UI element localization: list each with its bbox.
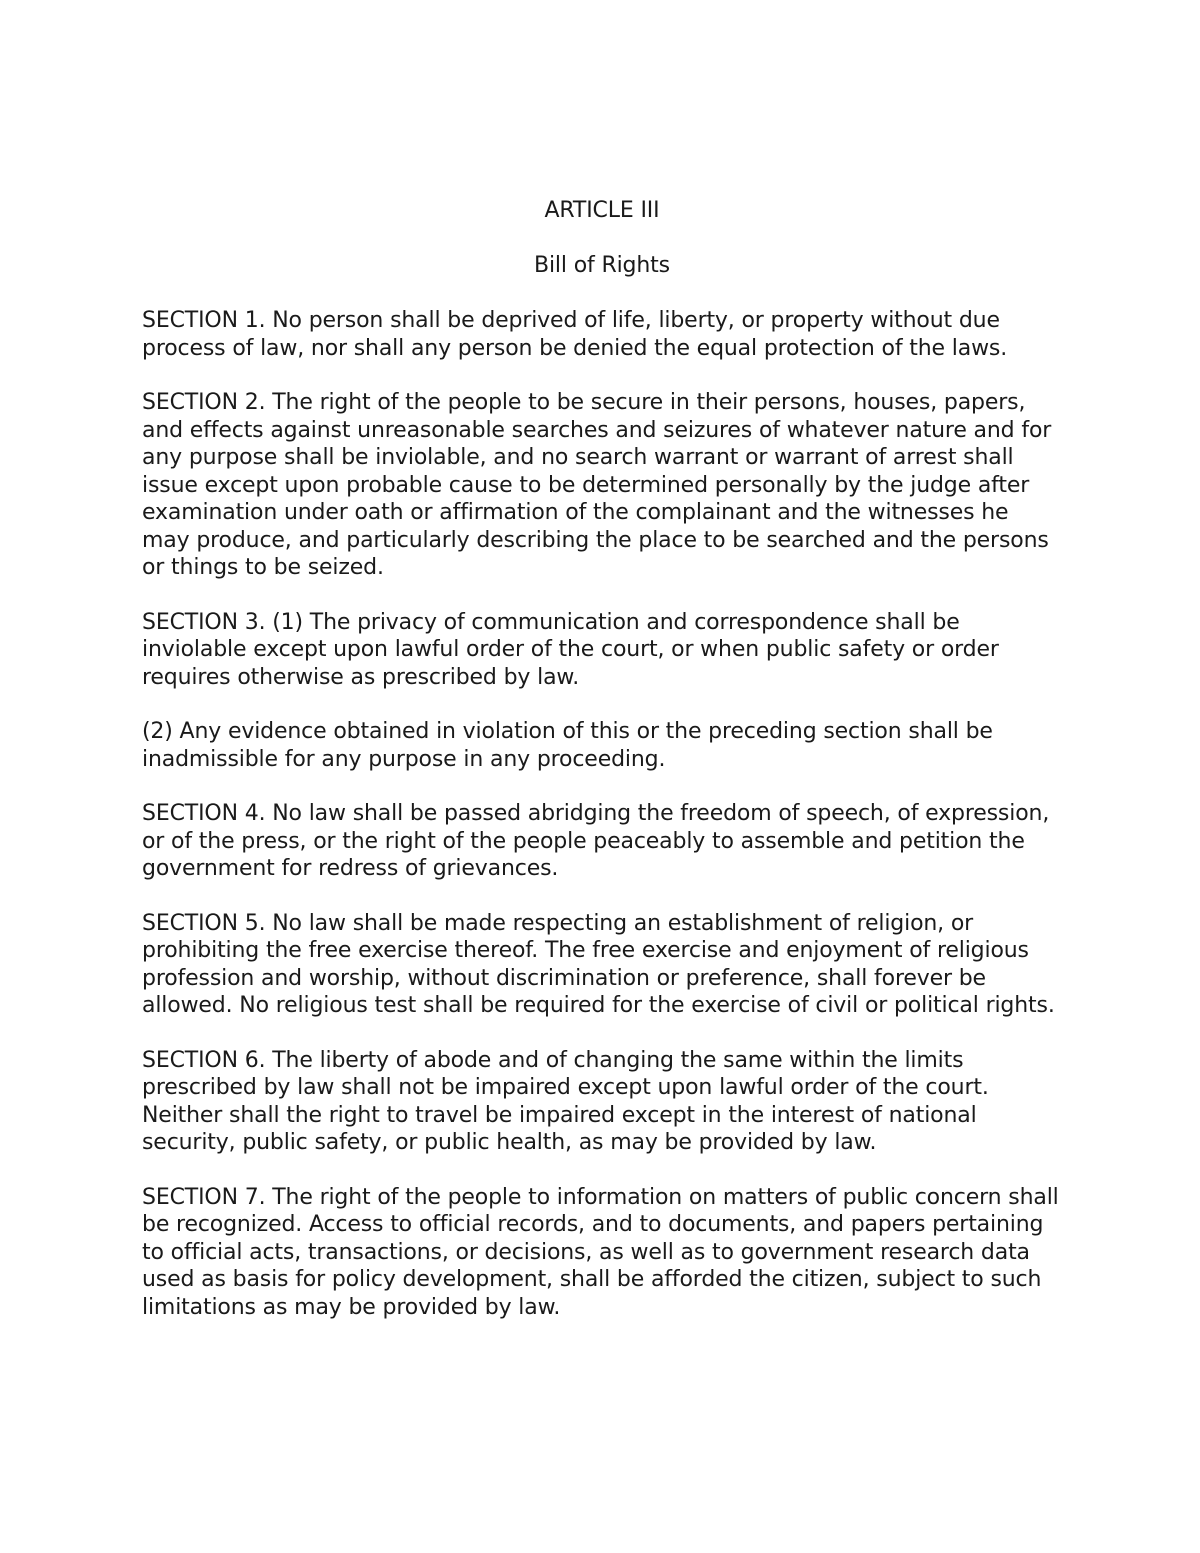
section-1: SECTION 1. No person shall be deprived of life, liberty, or property without due process of law, nor shall any person be denied the equal protection of the laws. [142, 308, 1008, 361]
section-6: SECTION 6. The liberty of abode and of changing the same within the limits prescribed by law shall not be impaired except upon lawful order of the court. Neither shall the right to travel be impaired except in the interest of national security, public safety, or public health, as may be provided by law. [142, 1047, 989, 1155]
section-5: SECTION 5. No law shall be made respecting an establishment of religion, or prohibiting the free exercise thereof. The free exercise and enjoyment of religious profession and worship, without discrimination or preference, shall forever be allowed. No religious test shall be required for the exercise of civil or political rights. [142, 910, 1055, 1018]
section-4: SECTION 4. No law shall be passed abridging the freedom of speech, of expression, or of the press, or the right of the people peaceably to assemble and petition the government for redress of grievances. [142, 801, 1050, 881]
section-2: SECTION 2. The right of the people to be secure in their persons, houses, papers, and effects against unreasonable searches and seizures of whatever nature and for any purpose shall be inviolable, and no search warrant or warrant of arrest shall issue except upon probable cause to be determined personally by the judge after examination under oath or affirmation of the complainant and the witnesses he may produce, and particularly describing the place to be searched and the persons or things to be seized. [142, 390, 1052, 580]
article-title: ARTICLE III [544, 198, 660, 223]
section-3-clause-2: (2) Any evidence obtained in violation of this or the preceding section shall be inadmissible for any purpose in any proceeding. [142, 719, 993, 772]
section-7: SECTION 7. The right of the people to information on matters of public concern shall be recognized. Access to official records, and to documents, and papers pertaining to official acts, transactions, or decisions, as well as to government research data used as basis for policy development, shall be afforded the citizen, subject to such limitations as may be provided by law. [142, 1184, 1059, 1320]
section-3-clause-1: SECTION 3. (1) The privacy of communication and correspondence shall be inviolable except upon lawful order of the court, or when public safety or order requires otherwise as prescribed by law. [142, 609, 999, 690]
document-body [142, 197, 1062, 1348]
article-subtitle: Bill of Rights [534, 253, 670, 278]
